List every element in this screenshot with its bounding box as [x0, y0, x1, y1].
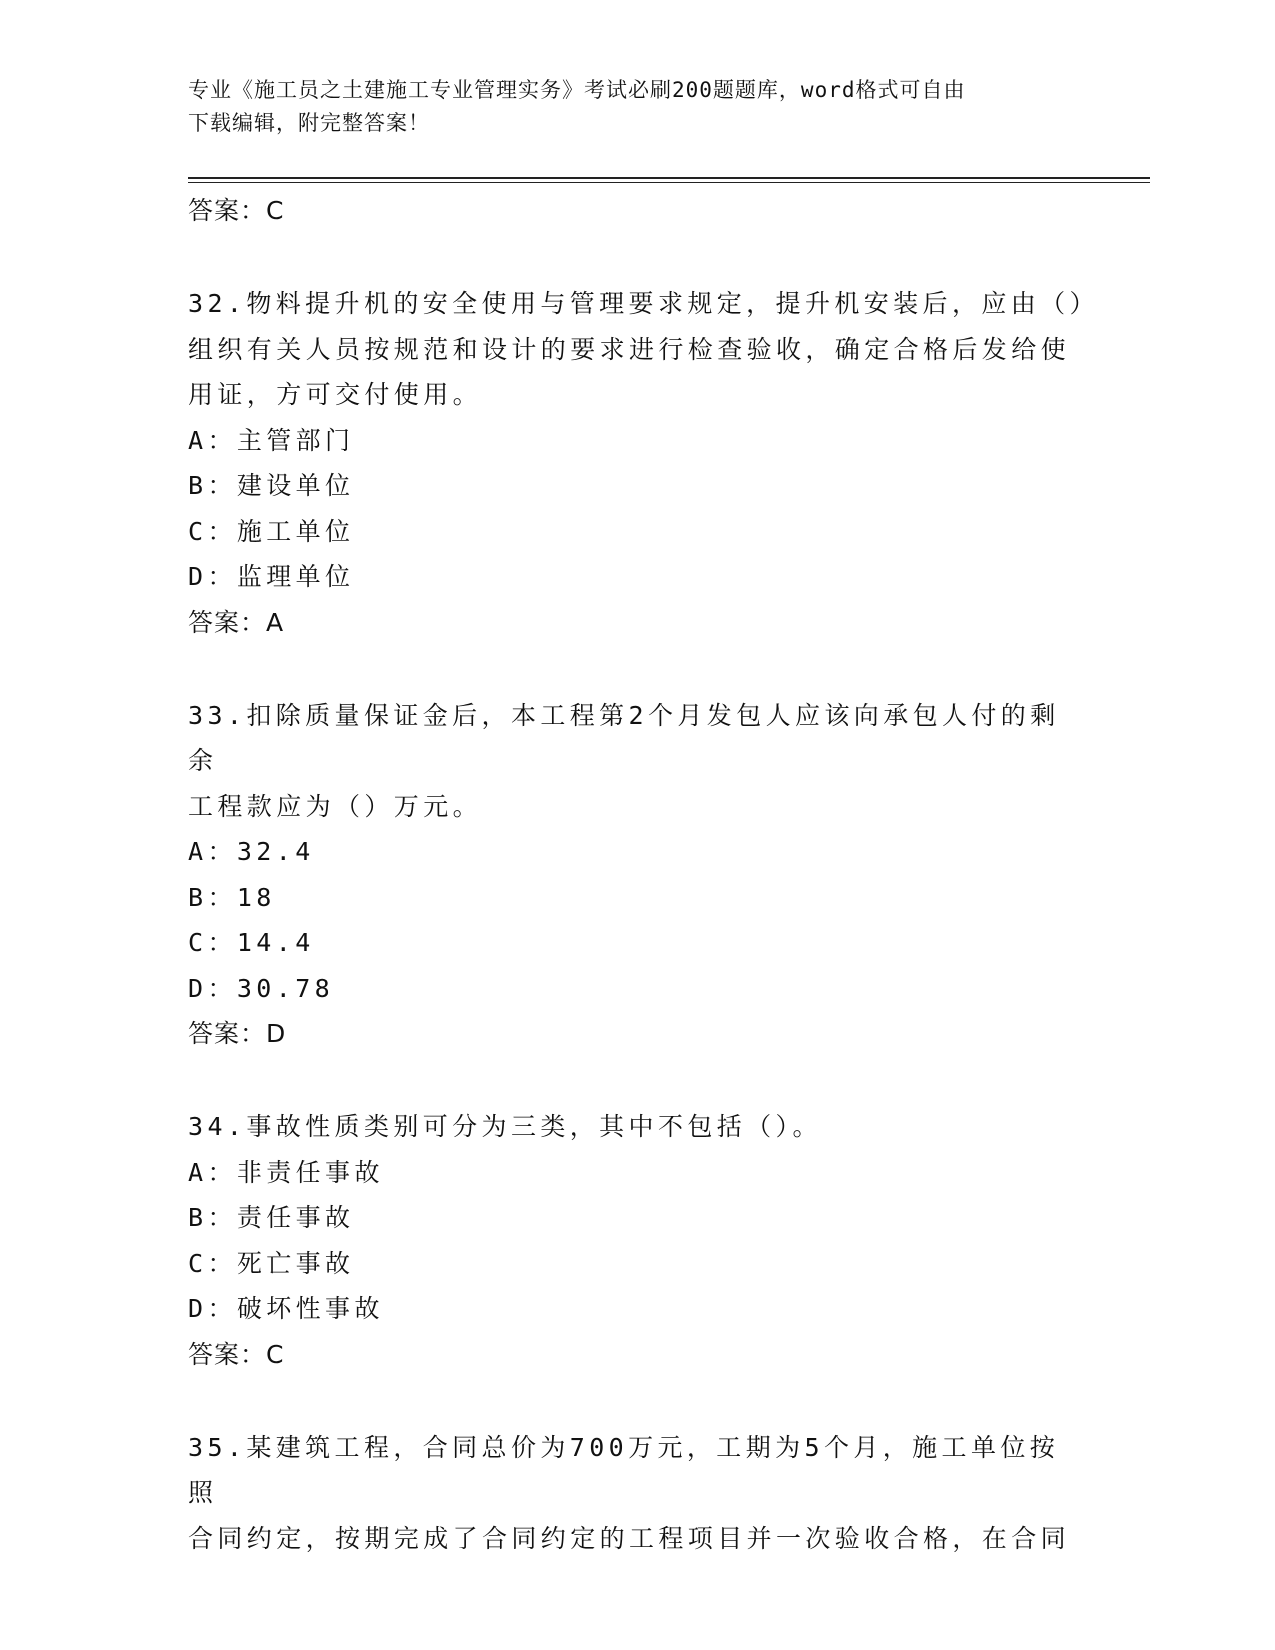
question-34 — [188, 1104, 1088, 1377]
option-d: D：破坏性事故 — [188, 1294, 384, 1323]
question-33 — [188, 693, 1088, 1057]
option-d: D：监理单位 — [188, 562, 355, 591]
option-a: A：非责任事故 — [188, 1157, 384, 1187]
option-b: B：18 — [188, 882, 276, 912]
option-a: A：32.4 — [188, 837, 315, 866]
previous-answer: 答案：C — [188, 196, 285, 225]
question-32 — [188, 281, 1099, 645]
option-a: A：主管部门 — [188, 425, 355, 455]
document-header — [188, 74, 1068, 140]
header-line-1: 专业《施工员之土建施工专业管理实务》考试必刷200题题库，word格式可自由 — [188, 78, 966, 102]
header-line-2: 下载编辑，附完整答案！ — [188, 111, 430, 135]
question-text-line: 用证，方可交付使用。 — [188, 380, 483, 409]
question-text-line: 工程款应为（）万元。 — [188, 791, 483, 821]
header-divider-thin — [188, 182, 1150, 183]
question-list — [188, 188, 1099, 1561]
option-c: C：14.4 — [188, 928, 315, 957]
question-text-line: 33.扣除质量保证金后，本工程第2个月发包人应该向承包人付的剩余 — [188, 700, 1060, 775]
spacer — [188, 1377, 1088, 1425]
answer: 答案：D — [188, 1019, 287, 1048]
header-divider-thick — [188, 177, 1150, 179]
option-b: B：责任事故 — [188, 1203, 355, 1232]
question-text-line: 合同约定，按期完成了合同约定的工程项目并一次验收合格，在合同 — [188, 1523, 1071, 1553]
answer: 答案：A — [188, 607, 285, 637]
answer: 答案：C — [188, 1339, 285, 1369]
question-text-line: 34.事故性质类别可分为三类，其中不包括（）。 — [188, 1112, 822, 1141]
spacer — [188, 1056, 1088, 1104]
option-d: D：30.78 — [188, 973, 335, 1003]
option-c: C：施工单位 — [188, 516, 355, 546]
option-c: C：死亡事故 — [188, 1248, 355, 1278]
question-35 — [188, 1425, 1088, 1562]
question-text-line: 32.物料提升机的安全使用与管理要求规定，提升机安装后，应由（） — [188, 289, 1099, 318]
question-text-line: 35.某建筑工程，合同总价为700万元，工期为5个月，施工单位按照 — [188, 1432, 1060, 1507]
spacer — [188, 645, 1088, 693]
spacer — [188, 233, 1088, 281]
question-text-line: 组织有关人员按规范和设计的要求进行检查验收，确定合格后发给使 — [188, 334, 1071, 364]
option-b: B：建设单位 — [188, 471, 355, 500]
